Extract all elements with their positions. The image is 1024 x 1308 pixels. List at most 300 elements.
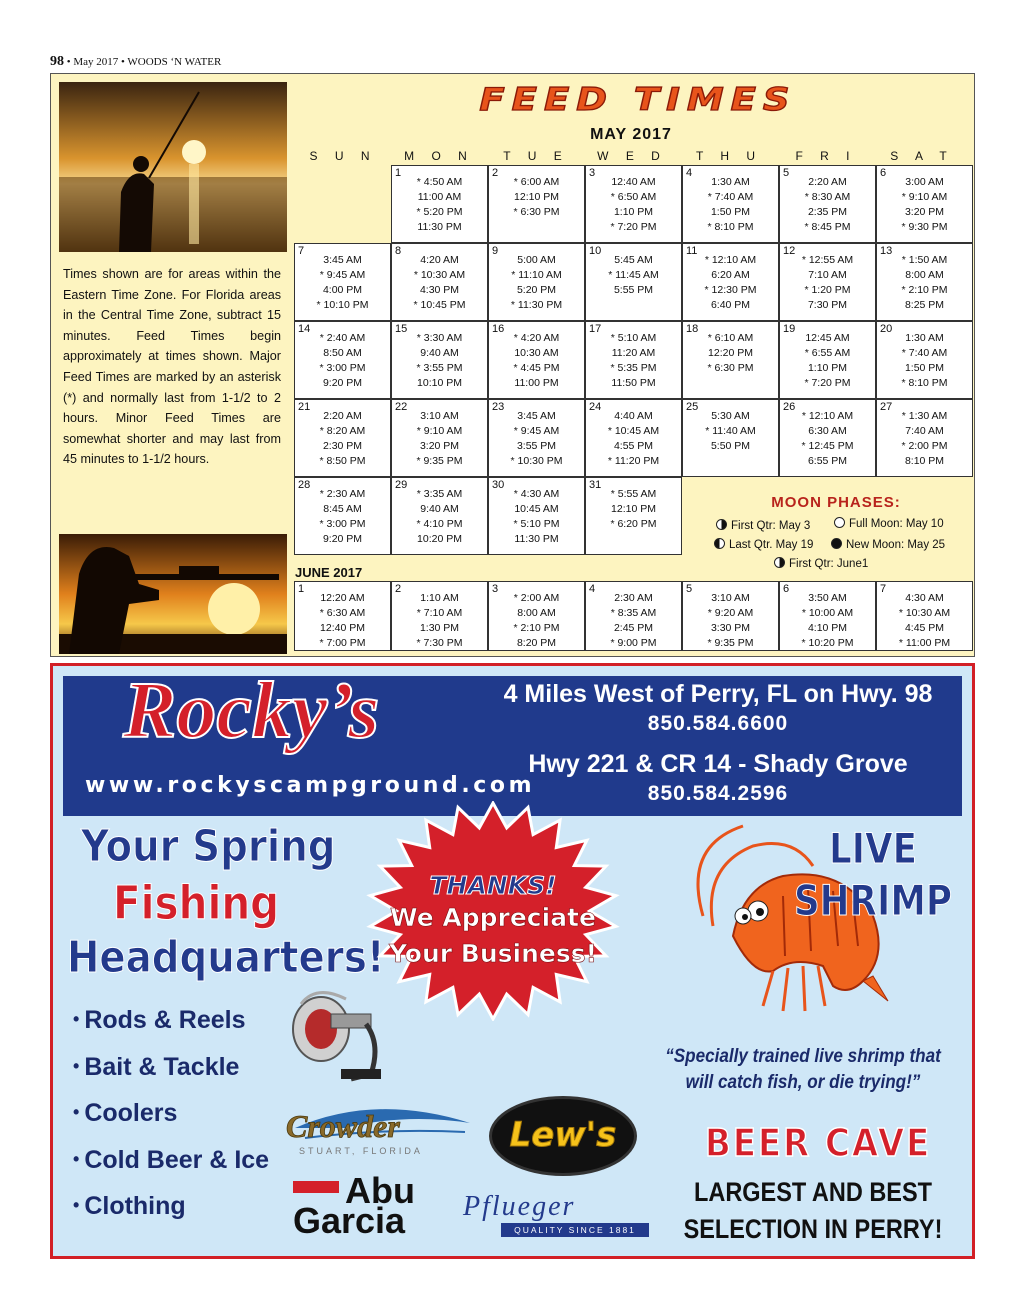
feed-time: * 10:45 AM bbox=[607, 425, 660, 437]
abu-text: Abu bbox=[345, 1170, 415, 1211]
feed-time: * 2:10 PM bbox=[513, 622, 560, 634]
feed-time: 5:45 AM bbox=[614, 254, 653, 266]
feed-time-list bbox=[295, 591, 390, 651]
calendar-day-cell bbox=[779, 399, 876, 477]
feed-time: * 5:35 PM bbox=[610, 362, 657, 374]
day-number: 12 bbox=[783, 245, 796, 257]
feed-time-list bbox=[683, 253, 778, 313]
ad-banner bbox=[63, 667, 962, 816]
feed-time: * 3:55 PM bbox=[416, 362, 463, 374]
feed-time: * 6:20 PM bbox=[610, 518, 657, 530]
feed-time: 3:10 AM bbox=[420, 410, 459, 422]
day-number: 7 bbox=[298, 245, 305, 257]
day-number: 31 bbox=[589, 479, 602, 491]
feed-time: 10:20 PM bbox=[417, 533, 462, 545]
feed-time-list bbox=[586, 253, 681, 298]
headline-line-1: Your Spring bbox=[81, 821, 336, 872]
feed-time: * 11:20 PM bbox=[607, 455, 660, 467]
feed-time: * 6:00 AM bbox=[513, 176, 560, 188]
calendar-day-cell bbox=[391, 581, 488, 651]
calendar-day-cell bbox=[294, 581, 391, 651]
pflueger-subtitle: QUALITY SINCE 1881 bbox=[501, 1223, 649, 1237]
day-number: 4 bbox=[686, 167, 693, 179]
feed-time: * 2:00 AM bbox=[513, 592, 560, 604]
feed-time: * 5:10 PM bbox=[513, 518, 560, 530]
feed-time: 12:20 PM bbox=[708, 347, 753, 359]
headline-line-2: Fishing bbox=[113, 876, 280, 930]
feed-time-list bbox=[392, 591, 487, 651]
feed-time-list bbox=[877, 409, 972, 469]
rockys-logo: Rocky’s bbox=[123, 667, 380, 755]
feed-time: * 9:45 AM bbox=[513, 425, 560, 437]
feed-time: 6:30 AM bbox=[808, 425, 847, 437]
feed-time: * 9:35 PM bbox=[707, 637, 754, 649]
feed-time-list bbox=[392, 175, 487, 235]
product-list bbox=[73, 1006, 269, 1239]
feed-time: * 10:45 PM bbox=[413, 299, 466, 311]
feed-time-list bbox=[489, 487, 584, 547]
feed-time-list bbox=[780, 175, 875, 235]
feed-time: 2:35 PM bbox=[807, 206, 848, 218]
day-number: 20 bbox=[880, 323, 893, 335]
feed-times-note: Times shown are for areas within the Eastern Time Zone. For Florida areas in the Central Time Zone, subtract 15 minutes. Feed Times begin approximately at times shown. Major Feed Times are marked by an asterisk (*) and normally last from 1-1/2 to 2 hours. Minor Feed Times are somewhat shorter and may last from 45 minutes to 1-1/2 hours. bbox=[63, 267, 281, 467]
calendar-day-cell bbox=[876, 243, 973, 321]
feed-time: * 12:10 AM bbox=[801, 410, 854, 422]
calendar-day-cell bbox=[779, 165, 876, 243]
feed-time-list bbox=[295, 487, 390, 547]
day-number: 2 bbox=[492, 167, 499, 179]
feed-time: 10:45 AM bbox=[514, 503, 559, 515]
full-moon-icon bbox=[834, 517, 845, 528]
calendar-day-cell bbox=[488, 243, 585, 321]
feed-time-list bbox=[392, 487, 487, 547]
feed-time: * 8:50 PM bbox=[319, 455, 366, 467]
feed-time-list bbox=[489, 331, 584, 391]
feed-time: 12:20 AM bbox=[320, 592, 365, 604]
feed-time-list bbox=[489, 175, 584, 220]
weekday-label: S A T bbox=[890, 149, 954, 163]
moon-phases-title: MOON PHASES: bbox=[771, 494, 901, 511]
first-quarter-moon-icon bbox=[716, 519, 727, 530]
thanks-text: THANKS! bbox=[429, 871, 557, 900]
feed-time: 8:25 PM bbox=[904, 299, 945, 311]
day-number: 3 bbox=[589, 167, 596, 179]
feed-time-list bbox=[683, 591, 778, 651]
calendar-day-cell bbox=[779, 321, 876, 399]
feed-time: 8:45 AM bbox=[323, 503, 362, 515]
feed-time: * 3:00 PM bbox=[319, 362, 366, 374]
feed-time-list bbox=[392, 409, 487, 469]
issue-line: • May 2017 • WOODS ‘N WATER bbox=[66, 56, 222, 68]
feed-time: 6:20 AM bbox=[711, 269, 750, 281]
day-number: 23 bbox=[492, 401, 505, 413]
calendar-day-cell bbox=[294, 243, 391, 321]
website-url[interactable]: www.rockyscampground.com bbox=[85, 773, 536, 798]
day-number: 11 bbox=[686, 245, 698, 257]
feed-time: 1:10 PM bbox=[613, 206, 654, 218]
largest-line-2: SELECTION IN PERRY! bbox=[683, 1214, 943, 1244]
feed-time: * 9:10 AM bbox=[901, 191, 948, 203]
moon-first2-label: First Qtr: June1 bbox=[789, 558, 869, 570]
feed-time: 3:45 AM bbox=[323, 254, 362, 266]
product-item: • Clothing bbox=[73, 1192, 269, 1239]
feed-time: 12:40 PM bbox=[320, 622, 365, 634]
feed-time: 5:20 PM bbox=[516, 284, 557, 296]
quote-line-2: will catch fish, or die trying!” bbox=[685, 1072, 921, 1093]
feed-time: * 6:30 AM bbox=[319, 607, 366, 619]
feed-times-panel bbox=[50, 73, 975, 657]
calendar-day-cell bbox=[585, 477, 682, 555]
feed-time: * 1:50 AM bbox=[901, 254, 948, 266]
feed-time-list bbox=[295, 331, 390, 391]
feed-time: * 3:30 AM bbox=[416, 332, 463, 344]
largest-selection bbox=[674, 1174, 952, 1248]
feed-time: 8:10 PM bbox=[904, 455, 945, 467]
feed-time: 7:30 PM bbox=[807, 299, 848, 311]
calendar-day-cell bbox=[682, 581, 779, 651]
feed-time: * 7:40 AM bbox=[707, 191, 754, 203]
feed-time: * 11:10 AM bbox=[511, 269, 562, 281]
weekday-label: T H U bbox=[695, 149, 763, 163]
weekday-label: W E D bbox=[597, 149, 667, 163]
feed-time: 1:30 AM bbox=[905, 332, 944, 344]
feed-time: 11:30 PM bbox=[514, 533, 559, 545]
thanks-message bbox=[363, 871, 623, 972]
feed-time: 1:50 PM bbox=[904, 362, 945, 374]
feed-time: 3:45 AM bbox=[517, 410, 556, 422]
day-number: 28 bbox=[298, 479, 311, 491]
feed-time: * 9:35 PM bbox=[416, 455, 463, 467]
feed-time: 4:40 AM bbox=[614, 410, 653, 422]
feed-time: * 10:30 PM bbox=[510, 455, 563, 467]
feed-time: * 6:30 PM bbox=[707, 362, 754, 374]
day-number: 29 bbox=[395, 479, 408, 491]
feed-time: 9:40 AM bbox=[420, 503, 459, 515]
rockys-advertisement bbox=[50, 663, 975, 1259]
feed-time: 11:00 AM bbox=[417, 191, 462, 203]
beer-cave-heading: BEER CAVE bbox=[704, 1121, 932, 1165]
feed-time: 4:30 PM bbox=[419, 284, 460, 296]
crowder-subtitle: STUART, FLORIDA bbox=[299, 1146, 423, 1156]
feed-time: * 7:10 AM bbox=[416, 607, 463, 619]
day-number: 3 bbox=[492, 583, 499, 595]
day-number: 26 bbox=[783, 401, 796, 413]
product-item: • Rods & Reels bbox=[73, 1006, 269, 1053]
feed-time: * 5:10 AM bbox=[610, 332, 657, 344]
calendar-day-cell bbox=[585, 581, 682, 651]
feed-time: 11:50 PM bbox=[611, 377, 656, 389]
feed-time: 5:55 PM bbox=[613, 284, 654, 296]
calendar-day-cell bbox=[391, 399, 488, 477]
abu-garcia-logo bbox=[293, 1170, 415, 1241]
feed-time: 4:30 AM bbox=[905, 592, 944, 604]
calendar-day-cell bbox=[391, 165, 488, 243]
day-number: 18 bbox=[686, 323, 699, 335]
day-number: 27 bbox=[880, 401, 893, 413]
feed-time-list bbox=[780, 409, 875, 469]
calendar-day-cell bbox=[488, 581, 585, 651]
calendar-day-cell bbox=[585, 165, 682, 243]
feed-time: 8:50 AM bbox=[323, 347, 362, 359]
feed-time: * 7:40 AM bbox=[901, 347, 948, 359]
feed-time: * 3:35 AM bbox=[416, 488, 463, 500]
calendar-day-cell bbox=[391, 321, 488, 399]
feed-time: 4:20 AM bbox=[420, 254, 459, 266]
feed-time: 5:30 AM bbox=[711, 410, 750, 422]
calendar-day-cell bbox=[294, 321, 391, 399]
spinning-reel-icon bbox=[271, 984, 401, 1094]
calendar-day-cell bbox=[294, 477, 391, 555]
feed-time: 2:30 PM bbox=[322, 440, 363, 452]
day-number: 13 bbox=[880, 245, 893, 257]
feed-time: 3:55 PM bbox=[516, 440, 557, 452]
feed-time: * 12:10 AM bbox=[704, 254, 757, 266]
moon-first-label: First Qtr: May 3 bbox=[731, 520, 811, 532]
feed-time: * 1:30 AM bbox=[901, 410, 948, 422]
feed-time: 8:00 AM bbox=[517, 607, 556, 619]
june-calendar bbox=[295, 582, 974, 652]
product-item: • Cold Beer & Ice bbox=[73, 1146, 269, 1193]
feed-time: 12:40 AM bbox=[611, 176, 656, 188]
feed-time: 3:30 PM bbox=[710, 622, 751, 634]
feed-time-list bbox=[489, 591, 584, 651]
day-number: 5 bbox=[783, 167, 790, 179]
live-shrimp-heading bbox=[788, 823, 958, 927]
weekday-label: T U E bbox=[503, 149, 569, 163]
feed-time: * 3:00 PM bbox=[319, 518, 366, 530]
feed-time: 2:20 AM bbox=[808, 176, 847, 188]
feed-time: * 11:40 AM bbox=[705, 425, 756, 437]
appreciate-line-1: We Appreciate bbox=[390, 903, 596, 932]
weekday-label: F R I bbox=[795, 149, 857, 163]
feed-time: * 9:45 AM bbox=[319, 269, 366, 281]
calendar-day-cell bbox=[488, 399, 585, 477]
calendar-day-cell bbox=[294, 399, 391, 477]
feed-time: 5:50 PM bbox=[710, 440, 751, 452]
feed-time: 12:45 AM bbox=[805, 332, 850, 344]
feed-time: 1:50 PM bbox=[710, 206, 751, 218]
pflueger-logo: Pflueger bbox=[463, 1191, 576, 1222]
appreciate-line-2: Your Business! bbox=[388, 939, 598, 968]
day-number: 8 bbox=[395, 245, 402, 257]
feed-time: 8:00 AM bbox=[905, 269, 944, 281]
page-header bbox=[50, 54, 221, 70]
feed-time: 10:30 AM bbox=[514, 347, 559, 359]
moon-full bbox=[834, 517, 944, 530]
day-number: 15 bbox=[395, 323, 408, 335]
feed-time: 2:20 AM bbox=[323, 410, 362, 422]
weekday-label: S U N bbox=[309, 149, 377, 163]
feed-time-list bbox=[295, 409, 390, 469]
feed-time: 4:55 PM bbox=[613, 440, 654, 452]
day-number: 6 bbox=[880, 167, 887, 179]
calendar-day-cell bbox=[585, 399, 682, 477]
hunter-photo bbox=[59, 534, 287, 654]
feed-time-list bbox=[392, 253, 487, 313]
feed-time: 9:20 PM bbox=[322, 533, 363, 545]
feed-time: * 5:20 PM bbox=[416, 206, 463, 218]
feed-time-list bbox=[586, 409, 681, 469]
feed-time: * 10:30 AM bbox=[413, 269, 466, 281]
calendar-day-cell bbox=[682, 165, 779, 243]
product-item: • Coolers bbox=[73, 1099, 269, 1146]
feed-time-list bbox=[295, 253, 390, 313]
feed-time: 1:10 AM bbox=[420, 592, 459, 604]
month-title: MAY 2017 bbox=[590, 126, 672, 143]
feed-time: * 7:00 PM bbox=[319, 637, 366, 649]
headline-line-3: Headquarters! bbox=[67, 932, 385, 983]
feed-time-list bbox=[489, 253, 584, 313]
feed-time-list bbox=[780, 331, 875, 391]
largest-line-1: LARGEST AND BEST bbox=[694, 1177, 932, 1207]
calendar-day-cell bbox=[585, 321, 682, 399]
feed-time: * 11:30 PM bbox=[510, 299, 563, 311]
feed-time: 4:45 PM bbox=[904, 622, 945, 634]
appreciate-text bbox=[363, 900, 623, 972]
feed-time: * 10:10 PM bbox=[316, 299, 369, 311]
location-1: 4 Miles West of Perry, FL on Hwy. 98 bbox=[503, 680, 933, 708]
quote-line-1: “Specially trained live shrimp that bbox=[665, 1046, 941, 1067]
feed-time: * 5:55 AM bbox=[610, 488, 657, 500]
feed-time: * 6:55 AM bbox=[804, 347, 851, 359]
moon-new-label: New Moon: May 25 bbox=[846, 539, 946, 551]
feed-time: * 2:00 PM bbox=[901, 440, 948, 452]
feed-time: * 9:10 AM bbox=[416, 425, 463, 437]
feed-time: * 8:45 PM bbox=[804, 221, 851, 233]
day-number: 19 bbox=[783, 323, 796, 335]
feed-time: 6:55 PM bbox=[807, 455, 848, 467]
feed-time: * 9:20 AM bbox=[707, 607, 754, 619]
feed-time-list bbox=[392, 331, 487, 391]
calendar-day-cell bbox=[876, 581, 973, 651]
feed-time: 11:00 PM bbox=[514, 377, 559, 389]
moon-new bbox=[831, 538, 945, 551]
calendar-day-cell bbox=[391, 477, 488, 555]
feed-time: * 9:30 PM bbox=[901, 221, 948, 233]
feed-time: 1:30 AM bbox=[711, 176, 750, 188]
feed-time: 7:10 AM bbox=[808, 269, 847, 281]
feed-time: * 8:10 PM bbox=[707, 221, 754, 233]
last-quarter-moon-icon bbox=[714, 538, 725, 549]
feed-time: * 12:45 PM bbox=[801, 440, 854, 452]
new-moon-icon bbox=[831, 538, 842, 549]
day-number: 17 bbox=[589, 323, 602, 335]
calendar-day-cell bbox=[779, 243, 876, 321]
moon-first-quarter-june bbox=[774, 557, 868, 570]
feed-time: * 8:35 AM bbox=[610, 607, 657, 619]
page-number: 98 bbox=[50, 54, 64, 69]
feed-time: 12:10 PM bbox=[611, 503, 656, 515]
feed-time: * 6:30 PM bbox=[513, 206, 560, 218]
feed-time: * 4:20 AM bbox=[513, 332, 560, 344]
day-number: 1 bbox=[298, 583, 305, 595]
feed-time: 10:10 PM bbox=[417, 377, 462, 389]
feed-time: 4:00 PM bbox=[322, 284, 363, 296]
fisherman-photo bbox=[59, 82, 287, 252]
feed-time: 9:40 AM bbox=[420, 347, 459, 359]
feed-time-list bbox=[586, 331, 681, 391]
day-number: 25 bbox=[686, 401, 699, 413]
day-number: 22 bbox=[395, 401, 408, 413]
day-number: 9 bbox=[492, 245, 499, 257]
feed-time-list bbox=[877, 253, 972, 313]
location-2: Hwy 221 & CR 14 - Shady Grove bbox=[528, 750, 908, 778]
feed-time: * 2:40 AM bbox=[319, 332, 366, 344]
day-number: 4 bbox=[589, 583, 596, 595]
feed-time: 3:10 AM bbox=[711, 592, 750, 604]
feed-time: * 2:10 PM bbox=[901, 284, 948, 296]
calendar-day-cell bbox=[876, 321, 973, 399]
feed-time: * 4:45 PM bbox=[513, 362, 560, 374]
feed-time: * 6:50 AM bbox=[610, 191, 657, 203]
calendar-day-cell bbox=[488, 477, 585, 555]
feed-time: * 7:30 PM bbox=[416, 637, 463, 649]
feed-time: * 4:10 PM bbox=[416, 518, 463, 530]
day-number: 6 bbox=[783, 583, 790, 595]
feed-time: * 6:10 AM bbox=[707, 332, 754, 344]
feed-time: * 8:10 PM bbox=[901, 377, 948, 389]
feed-time: * 4:50 AM bbox=[416, 176, 463, 188]
day-number: 2 bbox=[395, 583, 402, 595]
feed-time: * 8:20 AM bbox=[319, 425, 366, 437]
feed-time: * 10:20 PM bbox=[801, 637, 854, 649]
calendar-day-cell bbox=[488, 165, 585, 243]
calendar-day-cell bbox=[779, 581, 876, 651]
feed-time: * 8:30 AM bbox=[804, 191, 851, 203]
feed-time-list bbox=[877, 331, 972, 391]
feed-time-list bbox=[586, 487, 681, 532]
feed-time-list bbox=[683, 175, 778, 235]
feed-time: 3:00 AM bbox=[905, 176, 944, 188]
june-title: JUNE 2017 bbox=[295, 565, 363, 580]
day-number: 21 bbox=[298, 401, 311, 413]
feed-time: 1:10 PM bbox=[807, 362, 848, 374]
feed-time: * 12:55 AM bbox=[801, 254, 854, 266]
feed-time: * 2:30 AM bbox=[319, 488, 366, 500]
feed-time-list bbox=[489, 409, 584, 469]
feed-time: 3:20 PM bbox=[419, 440, 460, 452]
calendar-day-cell bbox=[876, 399, 973, 477]
feed-time-list bbox=[780, 253, 875, 313]
feed-time: 6:40 PM bbox=[710, 299, 751, 311]
moon-last-label: Last Qtr. May 19 bbox=[729, 539, 814, 551]
feed-time-list bbox=[586, 175, 681, 235]
weekday-label: M O N bbox=[404, 149, 474, 163]
feed-time: 3:50 AM bbox=[808, 592, 847, 604]
feed-time: * 10:30 AM bbox=[898, 607, 951, 619]
phone-1: 850.584.6600 bbox=[647, 712, 789, 735]
calendar-day-cell bbox=[488, 321, 585, 399]
feed-time: * 9:00 PM bbox=[610, 637, 657, 649]
feed-time: * 12:30 PM bbox=[704, 284, 757, 296]
feed-time-list bbox=[683, 331, 778, 376]
feed-time: 11:30 PM bbox=[417, 221, 462, 233]
product-item: • Bait & Tackle bbox=[73, 1053, 269, 1100]
day-number: 30 bbox=[492, 479, 505, 491]
feed-time: * 7:20 PM bbox=[610, 221, 657, 233]
first-quarter-moon-icon bbox=[774, 557, 785, 568]
day-number: 1 bbox=[395, 167, 402, 179]
feed-time: 5:00 AM bbox=[517, 254, 556, 266]
feed-time: 3:20 PM bbox=[904, 206, 945, 218]
feed-time-list bbox=[683, 409, 778, 454]
feed-time-list bbox=[877, 591, 972, 651]
feed-time: 8:20 PM bbox=[516, 637, 557, 649]
feed-time: 2:30 AM bbox=[614, 592, 653, 604]
feed-time: 2:45 PM bbox=[613, 622, 654, 634]
calendar-day-cell bbox=[682, 243, 779, 321]
feed-time: 12:10 PM bbox=[514, 191, 559, 203]
